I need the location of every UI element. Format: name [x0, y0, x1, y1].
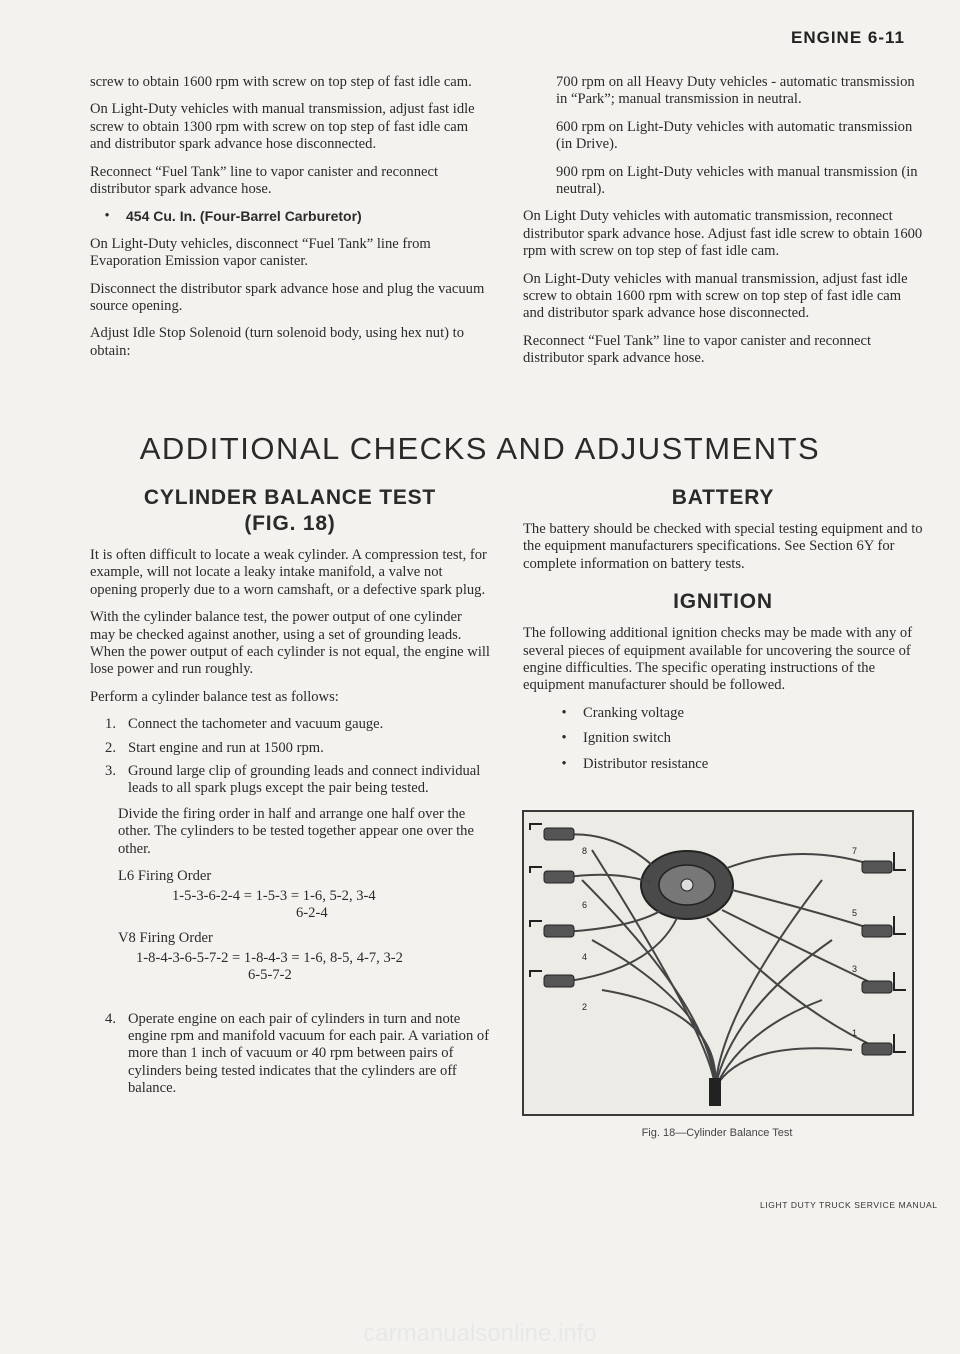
- list-item: • Cranking voltage: [561, 704, 684, 721]
- watermark: carmanualsonline.info: [363, 1320, 597, 1347]
- paragraph: The following additional ignition checks may be made with any of several pieces of equipment available for uncovering the source of engine difficulties. The specific operating instructions of the equipment manufacturer should be followed.: [523, 625, 913, 694]
- cylinder-fig-ref: (FIG. 18): [244, 512, 336, 535]
- paragraph: 700 rpm on all Heavy Duty vehicles - automatic transmission in “Park”; manual transmission in neutral.: [556, 74, 915, 108]
- bullet-dot: •: [104, 208, 110, 225]
- page-footer: LIGHT DUTY TRUCK SERVICE MANUAL: [760, 1200, 938, 1210]
- figure-caption: Fig. 18—Cylinder Balance Test: [641, 1127, 793, 1139]
- paragraph: Perform a cylinder balance test as follows:: [90, 688, 339, 705]
- list-item: • Distributor resistance: [561, 755, 709, 772]
- paragraph: Reconnect “Fuel Tank” line to vapor canister and reconnect distributor spark advance hose.: [90, 163, 439, 198]
- ignition-title: IGNITION: [673, 590, 773, 614]
- section-banner: ADDITIONAL CHECKS AND ADJUSTMENTS: [139, 431, 821, 466]
- v8-formula: 1-8-4-3-6-5-7-2 = 1-8-4-3 = 1-6, 8-5, 4-7, 3-2 6-5-7-2: [136, 949, 403, 984]
- cylinder-label-8: 8: [582, 846, 588, 856]
- cylinder-balance-section: [90, 485, 490, 1104]
- step-item: 1. Connect the tachometer and vacuum gauge.: [105, 716, 384, 733]
- ground-clip: [709, 1078, 721, 1106]
- l6-label: L6 Firing Order: [118, 868, 212, 885]
- cylinder-label-7: 7: [852, 846, 858, 856]
- paragraph: The battery should be checked with special testing equipment and to the equipment manufacturers specifications. See Section 6Y for complete information on battery tests.: [523, 521, 923, 572]
- firing-order-block: [90, 806, 490, 985]
- cylinder-title: CYLINDER BALANCE TEST: [143, 486, 437, 509]
- step-item: 4. Operate engine on each pair of cylinders in turn and note engine rpm and manifold vacuum for each pair. A variation of more than 1 inch of vacuum or 40 rpm between pairs of cylinders being tested indicates that the cylinders are off balance.: [105, 1010, 490, 1097]
- cylinder-label-3: 3: [852, 964, 858, 974]
- paragraph: It is often difficult to locate a weak cylinder. A compression test, for example, will not locate a leaky intake manifold, a valve not opening properly due to a worn camshaft, or a defective spark plug.: [90, 547, 487, 598]
- page-header: ENGINE 6-11: [791, 28, 905, 47]
- step-item: 2. Start engine and run at 1500 rpm.: [105, 739, 324, 756]
- bullet-heading: [100, 208, 490, 225]
- paragraph: On Light Duty vehicles with automatic transmission, reconnect distributor spark advance hose. Adjust fast idle screw to obtain 1600 rpm with screw on top step of fast idle cam.: [523, 208, 923, 260]
- paragraph: With the cylinder balance test, the power output of one cylinder may be checked against another, using a set of grounding leads. When the power output of each cylinder is not equal, the engine will lose power and run roughly.: [90, 609, 490, 678]
- right-top-column: [523, 74, 923, 378]
- l6-formula: 1-5-3-6-2-4 = 1-5-3 = 1-6, 5-2, 3-4 6-2-4: [172, 887, 376, 921]
- cylinder-balance-figure: [522, 810, 914, 1116]
- step-item: 3. Ground large clip of grounding leads and connect individual leads to all spark plugs except the pair being tested.: [105, 763, 481, 797]
- cylinder-label-5: 5: [852, 908, 858, 918]
- paragraph: Adjust Idle Stop Solenoid (turn solenoid body, using hex nut) to obtain:: [90, 325, 465, 359]
- paragraph: On Light-Duty vehicles, disconnect “Fuel Tank” line from Evaporation Emission vapor canister.: [90, 235, 431, 270]
- right-bottom-column: [523, 485, 923, 781]
- paragraph: 600 rpm on Light-Duty vehicles with automatic transmission (in Drive).: [556, 118, 913, 153]
- paragraph: screw to obtain 1600 rpm with screw on top step of fast idle cam.: [90, 74, 472, 90]
- v8-label: V8 Firing Order: [118, 930, 213, 947]
- cylinder-label-6: 6: [582, 900, 588, 910]
- paragraph: On Light-Duty vehicles with manual transmission, adjust fast idle screw to obtain 1600 rpm with screw on top step of fast idle cam and distributor spark advance hose disconnected.: [523, 270, 908, 322]
- battery-title: BATTERY: [671, 486, 775, 509]
- cylinder-label-1: 1: [852, 1028, 858, 1038]
- step-list: [90, 716, 490, 798]
- paragraph: Disconnect the distributor spark advance hose and plug the vacuum source opening.: [90, 280, 485, 315]
- cylinder-label-2: 2: [582, 1002, 588, 1012]
- paragraph: Divide the firing order in half and arrange one half over the other. The cylinders to be tested together appear one over the other.: [118, 805, 474, 857]
- paragraph: 900 rpm on Light-Duty vehicles with manual transmission (in neutral).: [556, 163, 918, 198]
- engine-subheading: 454 Cu. In. (Four-Barrel Carburetor): [126, 208, 362, 225]
- distributor-cap: [641, 851, 733, 919]
- paragraph: On Light-Duty vehicles with manual transmission, adjust fast idle screw to obtain 1300 rpm with screw on top step of fast idle cam and distributor spark advance hose disconnected.: [90, 101, 475, 153]
- left-top-column: [90, 74, 490, 370]
- list-item: • Ignition switch: [561, 730, 671, 747]
- paragraph: Reconnect “Fuel Tank” line to vapor canister and reconnect distributor spark advance hose.: [523, 332, 872, 367]
- cylinder-label-4: 4: [582, 952, 588, 962]
